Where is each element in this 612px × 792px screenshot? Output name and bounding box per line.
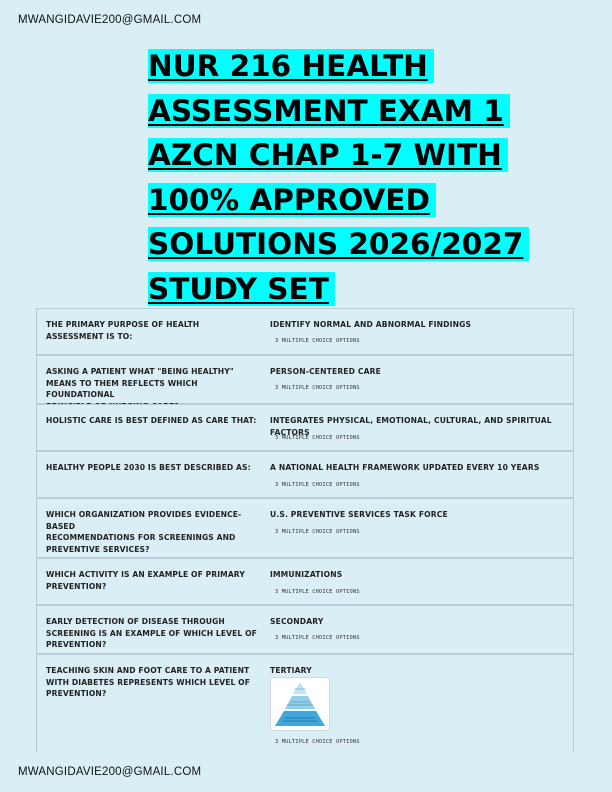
flashcard[interactable]	[36, 654, 574, 752]
title-line: NUR 216 HEALTH	[148, 49, 434, 83]
pyramid-graphic	[271, 678, 329, 730]
multiple-choice-options-link[interactable]: 3 MULTIPLE CHOICE OPTIONS	[275, 435, 360, 441]
title-line: 100% APPROVED	[148, 183, 436, 217]
multiple-choice-options-link[interactable]: 3 MULTIPLE CHOICE OPTIONS	[275, 482, 360, 488]
flashcard[interactable]	[36, 498, 574, 558]
flashcard[interactable]	[36, 605, 574, 654]
answer-text: IMMUNIZATIONS	[270, 570, 343, 579]
title-line: ASSESSMENT EXAM 1	[148, 94, 510, 128]
flashcard[interactable]	[36, 451, 574, 498]
multiple-choice-options-link[interactable]: 3 MULTIPLE CHOICE OPTIONS	[275, 635, 360, 641]
question-text: HOLISTIC CARE IS BEST DEFINED AS CARE THAT:	[46, 416, 257, 425]
multiple-choice-options-link[interactable]: 3 MULTIPLE CHOICE OPTIONS	[275, 589, 360, 595]
page-title	[148, 44, 548, 311]
title-line: AZCN CHAP 1-7 WITH	[148, 138, 508, 172]
question-text: TEACHING SKIN AND FOOT CARE TO A PATIENT WITH DIABETES REPRESENTS WHICH LEVEL OF PREVENTION?	[46, 666, 251, 699]
pyramid-tier-middle	[285, 696, 315, 709]
multiple-choice-options-link[interactable]: 3 MULTIPLE CHOICE OPTIONS	[275, 338, 360, 344]
answer-text: IDENTIFY NORMAL AND ABNORMAL FINDINGS	[270, 320, 472, 329]
header-email: MWANGIDAVIE200@GMAIL.COM	[18, 14, 202, 26]
multiple-choice-options-link[interactable]: 3 MULTIPLE CHOICE OPTIONS	[275, 739, 360, 745]
answer-text: U.S. PREVENTIVE SERVICES TASK FORCE	[270, 510, 448, 519]
flashcard[interactable]	[36, 355, 574, 404]
answer-text: PERSON-CENTERED CARE	[270, 367, 381, 376]
answer-text: SECONDARY	[270, 617, 324, 626]
multiple-choice-options-link[interactable]: 3 MULTIPLE CHOICE OPTIONS	[275, 385, 360, 391]
question-text: ASKING A PATIENT WHAT "BEING HEALTHY" MEANS TO THEM REFLECTS WHICH FOUNDATIONAL	[46, 367, 234, 400]
question-text: THE PRIMARY PURPOSE OF HEALTH ASSESSMENT IS TO:	[46, 320, 200, 341]
question-text: EARLY DETECTION OF DISEASE THROUGH SCREENING IS AN EXAMPLE OF WHICH LEVEL OF PREVENTION?	[46, 617, 257, 650]
prevention-pyramid-icon[interactable]	[270, 677, 330, 731]
multiple-choice-options-link[interactable]: 3 MULTIPLE CHOICE OPTIONS	[275, 529, 360, 535]
answer-text: A NATIONAL HEALTH FRAMEWORK UPDATED EVERY 10 YEARS	[270, 463, 540, 472]
pyramid-tier-bottom	[275, 711, 325, 726]
question-text: HEALTHY PEOPLE 2030 IS BEST DESCRIBED AS:	[46, 463, 251, 472]
answer-text: TERTIARY	[270, 666, 312, 675]
question-text: WHICH ORGANIZATION PROVIDES EVIDENCE- BASED RECOMMENDATIONS FOR SCREENINGS AND PREVENTIVE SERVICES?	[46, 510, 242, 554]
pyramid-tier-top	[293, 682, 307, 694]
answer-text: INTEGRATES PHYSICAL, EMOTIONAL, CULTURAL, AND SPIRITUAL FACTORS	[270, 416, 552, 437]
footer-email: MWANGIDAVIE200@GMAIL.COM	[18, 766, 202, 778]
flashcard[interactable]	[36, 404, 574, 451]
flashcard[interactable]	[36, 308, 574, 355]
question-text: WHICH ACTIVITY IS AN EXAMPLE OF PRIMARY PREVENTION?	[46, 570, 245, 591]
flashcard-list	[36, 308, 576, 752]
flashcard[interactable]	[36, 558, 574, 605]
title-line: STUDY SET	[148, 272, 335, 306]
title-line: SOLUTIONS 2026/2027	[148, 227, 529, 261]
